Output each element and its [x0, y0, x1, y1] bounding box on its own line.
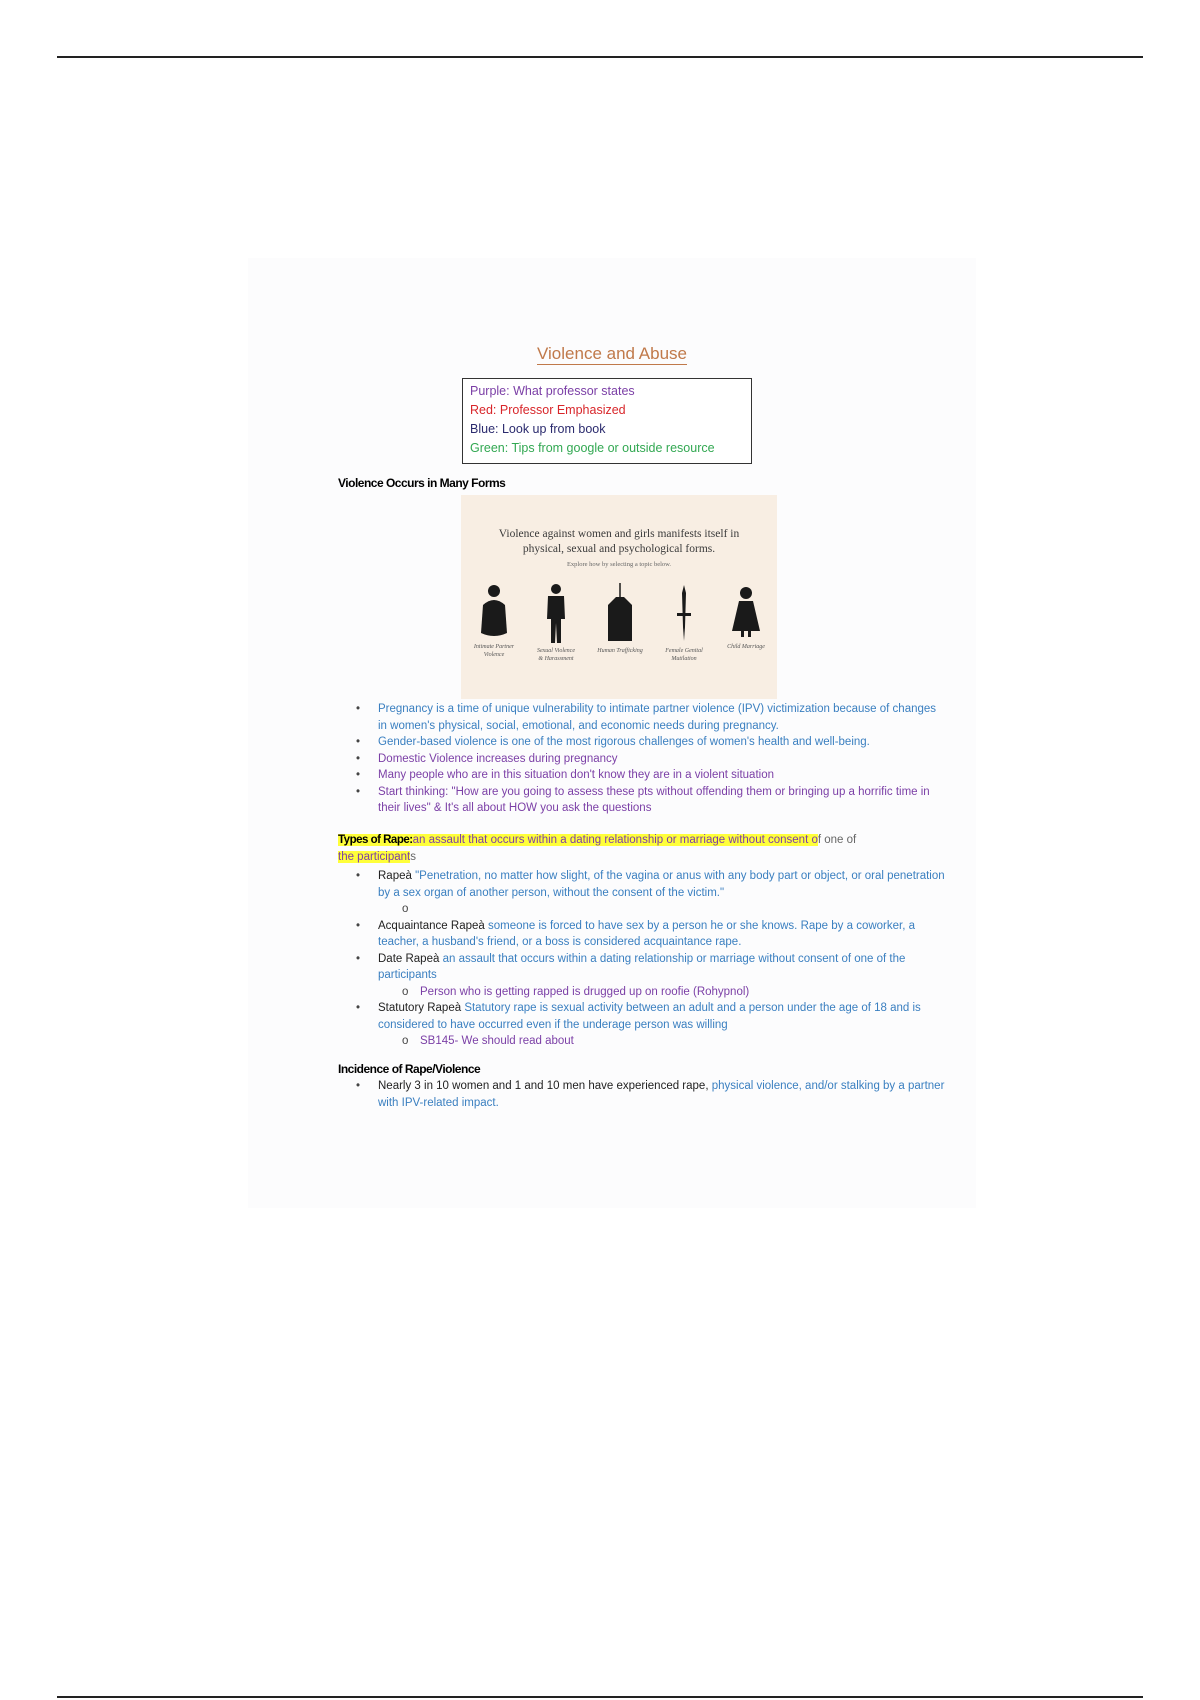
list-item — [248, 901, 976, 918]
term-label: Statutory Rape — [378, 1002, 455, 1014]
types-of-rape-heading — [338, 832, 938, 865]
legend-blue: Blue: Look up from book — [470, 422, 606, 436]
list-item: • Acquaintance Rapeà someone is forced to have sex by a person he or she knows. Rape by a coworker, a teacher, a husband's friend, or a boss is considered acquaintance rape. — [356, 919, 915, 948]
figure-label: Intimate Partner — [473, 644, 515, 650]
figure-label: & Harassment — [538, 656, 574, 662]
figure-title — [461, 527, 777, 557]
incidence-list — [248, 1078, 976, 1111]
term-arrow: à — [478, 919, 488, 932]
figure-item-ipv[interactable] — [462, 583, 526, 659]
list-item: • Date Rapeà an assault that occurs within a dating relationship or marriage without consent of one of the participants — [356, 952, 906, 981]
term-description: an assault that occurs within a dating relationship or marriage without consent of one of the participants — [378, 952, 906, 981]
list-item — [248, 984, 976, 1001]
figure-label: Mutilation — [671, 656, 697, 662]
page-title — [248, 344, 976, 364]
rape-types-list — [248, 868, 976, 1050]
types-heading-label: Types of Rape: — [338, 834, 413, 846]
list-item: • Rapeà "Penetration, no matter how slight, of the vagina or anus with any body part or object, or oral penetration by a sex organ of another person, without the consent of the victim." — [356, 870, 945, 899]
person-icon — [544, 583, 568, 643]
types-highlight-text: the participant — [338, 850, 411, 863]
blade-icon — [674, 583, 694, 643]
term-label: Acquaintance Rape — [378, 919, 479, 932]
figure-label: Female Genital — [665, 648, 703, 654]
list-item: • Statutory Rapeà Statutory rape is sexual activity between an adult and a person under the age of 18 and is considered to have occurred even if the underage person was willing — [356, 1002, 921, 1031]
list-item — [248, 1033, 976, 1050]
child-icon — [730, 583, 762, 639]
bottom-rule — [57, 1696, 1143, 1698]
sub-bullet: o — [402, 985, 409, 998]
figure-subtitle: Explore how by selecting a topic below. — [566, 561, 672, 568]
legend-purple: Purple: What professor states — [470, 384, 635, 398]
list-item: • Start thinking: "How are you going to assess these pts without offending them or bringing up a horrific time in their lives" & It's all about HOW you ask the questions — [356, 785, 930, 814]
term-description: Statutory rape is sexual activity between an adult and a person under the age of 18 and is considered to have occurred even if the underage person was willing — [378, 1002, 921, 1031]
list-item: • Domestic Violence increases during pregnancy — [356, 752, 618, 765]
tag-icon — [605, 583, 635, 643]
section-heading-violence-forms: Violence Occurs in Many Forms — [338, 476, 506, 490]
document-page — [248, 258, 976, 1208]
figure-item-child-marriage[interactable] — [714, 583, 778, 651]
figure-title-line2: physical, sexual and psychological forms. — [522, 543, 716, 555]
list-item: • Nearly 3 in 10 women and 1 and 10 men have experienced rape, physical violence, and/or stalking by a partner with IPV-related impact. — [356, 1080, 945, 1109]
sub-item-text: SB145- We should read about — [420, 1035, 574, 1047]
term-label: Date Rape — [378, 952, 433, 965]
top-rule — [57, 56, 1143, 58]
list-item: • Many people who are in this situation don't know they are in a violent situation — [356, 769, 774, 781]
figure-item-human-trafficking[interactable] — [588, 583, 652, 655]
sub-bullet: o — [402, 903, 409, 915]
figure-item-fgm[interactable] — [652, 583, 716, 663]
term-arrow: à — [432, 952, 443, 965]
sub-bullet: o — [402, 1035, 409, 1047]
term-description: someone is forced to have sex by a person he or she knows. Rape by a coworker, a teacher, a husband's friend, or a boss is considered acquaintance rape. — [378, 919, 915, 948]
section-heading-incidence: Incidence of Rape/Violence — [338, 1062, 481, 1076]
list-item-text: Domestic Violence increases during pregnancy — [378, 752, 618, 765]
types-rest-text: s — [410, 850, 416, 863]
figure-label: Sexual Violence — [536, 648, 576, 654]
term-label: Rape — [378, 870, 406, 882]
incidence-text: Nearly 3 in 10 women and 1 and 10 men have experienced rape, — [378, 1080, 712, 1092]
term-arrow: à — [454, 1002, 465, 1014]
figure-label: Human Trafficking — [597, 648, 643, 654]
term-description: "Penetration, no matter how slight, of the vagina or anus with any body part or object, or oral penetration by a sex organ of another person, without the consent of the victim." — [378, 870, 945, 899]
figure-label: Violence — [483, 652, 505, 658]
color-legend — [462, 378, 752, 464]
violence-forms-figure — [461, 495, 777, 699]
sub-item-text: Person who is getting rapped is drugged up on roofie (Rohypnol) — [420, 985, 750, 998]
figure-item-sexual-violence[interactable] — [524, 583, 588, 663]
legend-red: Red: Professor Emphasized — [470, 403, 626, 417]
types-rest-text: f one of — [817, 834, 857, 846]
person-icon — [479, 583, 509, 639]
list-item-text: Many people who are in this situation don't know they are in a violent situation — [378, 769, 774, 781]
list-item-text: Pregnancy is a time of unique vulnerability to intimate partner violence (IPV) victimization because of changes in women's physical, social, emotional, and economic needs during pregnancy. — [378, 703, 937, 732]
list-item-text: Start thinking: "How are you going to assess these pts without offending them or bringing up a horrific time in their lives" & It's all about HOW you ask the questions — [378, 785, 930, 814]
figure-title-line1: Violence against women and girls manifests itself in — [498, 528, 740, 540]
legend-green: Green: Tips from google or outside resource — [470, 441, 715, 455]
term-arrow: à — [405, 870, 416, 882]
pregnancy-bullets — [248, 701, 976, 817]
list-item: • Gender-based violence is one of the most rigorous challenges of women's health and well-being. — [356, 736, 870, 748]
title-text: Violence and Abuse — [537, 344, 687, 363]
incidence-text-blue: physical violence, and/or stalking by a partner with IPV-related impact. — [378, 1080, 945, 1109]
figure-label: Child Marriage — [727, 644, 765, 650]
types-highlight-text: an assault that occurs within a dating relationship or marriage without consent o — [412, 834, 818, 846]
list-item-text: Gender-based violence is one of the most rigorous challenges of women's health and well-being. — [378, 736, 870, 748]
list-item: • Pregnancy is a time of unique vulnerability to intimate partner violence (IPV) victimization because of changes in women's physical, social, emotional, and economic needs during pregnancy. — [356, 703, 937, 732]
